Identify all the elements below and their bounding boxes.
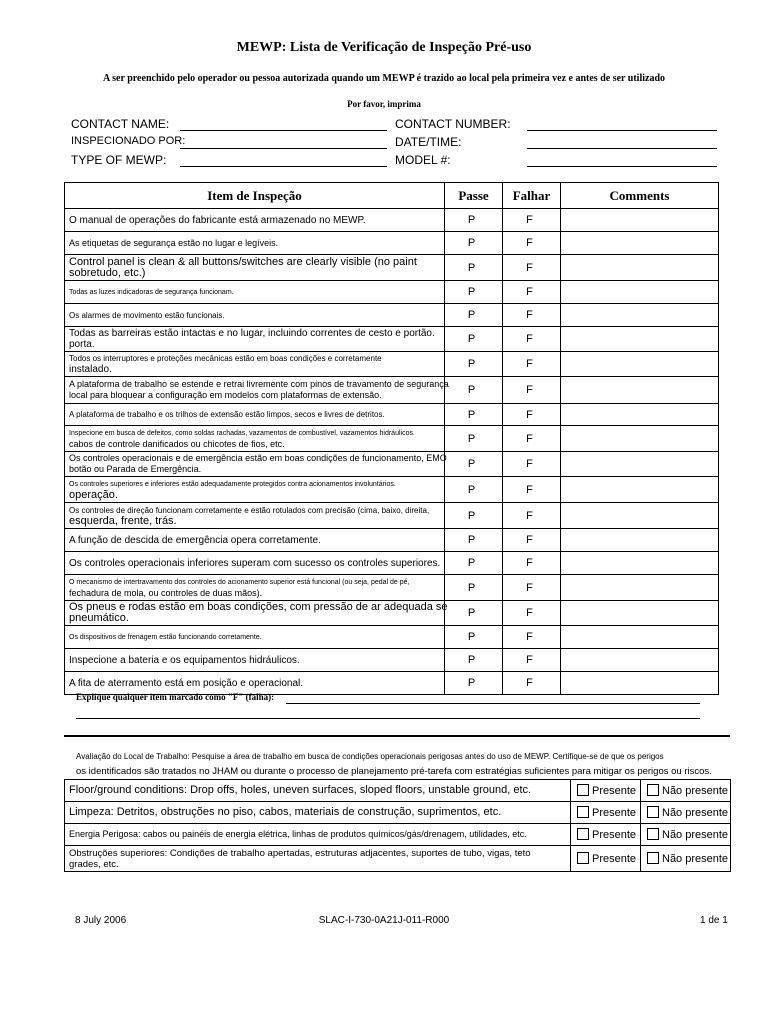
pass-option[interactable]: P [445, 601, 503, 626]
site-hazard-row [65, 802, 731, 824]
explain-line[interactable] [76, 718, 700, 719]
contact-number-label: CONTACT NUMBER: [395, 117, 511, 131]
comment-cell[interactable] [561, 601, 719, 626]
page-subtitle: A ser preenchido pelo operador ou pessoa autorizada quando um MEWP é trazido ao local pela primeira vez e antes de ser utilizado [102, 73, 666, 84]
site-assessment-table [64, 779, 731, 872]
pass-option[interactable]: P [445, 529, 503, 552]
pass-option[interactable]: P [445, 626, 503, 649]
comment-cell[interactable] [561, 503, 719, 529]
footer-page-number: 1 de 1 [700, 915, 728, 926]
pass-option[interactable]: P [445, 209, 503, 232]
present-option[interactable]: Presente [571, 846, 641, 872]
not-present-checkbox[interactable] [647, 806, 659, 818]
fail-option[interactable]: F [503, 404, 561, 426]
checklist-row [65, 477, 719, 503]
contact-name-field[interactable] [180, 130, 387, 131]
pass-option[interactable]: P [445, 649, 503, 672]
type-of-mewp-label: TYPE OF MEWP: [71, 153, 167, 167]
pass-option[interactable]: P [445, 672, 503, 695]
present-checkbox[interactable] [577, 828, 589, 840]
checklist-item-text: Os pneus e rodas estão em boas condições, com pressão de ar adequada se pneumático. [65, 601, 445, 626]
model-field[interactable] [527, 166, 717, 167]
fail-option[interactable]: F [503, 529, 561, 552]
present-option[interactable]: Presente [571, 802, 641, 824]
pass-option[interactable]: P [445, 232, 503, 255]
checklist-row [65, 575, 719, 601]
fail-option[interactable]: F [503, 232, 561, 255]
comment-cell[interactable] [561, 209, 719, 232]
site-hazard-row [65, 846, 731, 872]
comment-cell[interactable] [561, 426, 719, 452]
inspected-by-field[interactable] [180, 148, 387, 149]
checklist-item-text: A plataforma de trabalho e os trilhos de extensão estão limpos, secos e livres de detritos. [65, 404, 445, 426]
comment-cell[interactable] [561, 529, 719, 552]
explain-line[interactable] [286, 703, 700, 704]
checklist-row [65, 529, 719, 552]
fail-option[interactable]: F [503, 255, 561, 281]
checklist-row [65, 626, 719, 649]
checklist-item-text: As etiquetas de segurança estão no lugar e legíveis. [65, 232, 445, 255]
checklist-row [65, 503, 719, 529]
comment-cell[interactable] [561, 626, 719, 649]
pass-option[interactable]: P [445, 352, 503, 377]
site-hazard-row [65, 824, 731, 846]
checklist-item-text: A fita de aterramento está em posição e operacional. [65, 672, 445, 695]
pass-option[interactable]: P [445, 503, 503, 529]
site-hazard-text: Energia Perigosa: cabos ou painéis de energia elétrica, linhas de produtos químicos/gás/drenagem, utilidades, etc. [65, 824, 571, 846]
checklist-item-text: Os alarmes de movimento estão funcionais. [65, 304, 445, 327]
site-assessment-intro-line1: Avaliação do Local de Trabalho: Pesquise a área de trabalho em busca de condições operacionais perigosas antes do uso de MEWP. Certifique-se de que os perigos [76, 752, 664, 761]
pass-option[interactable]: P [445, 404, 503, 426]
comment-cell[interactable] [561, 377, 719, 404]
date-time-field[interactable] [527, 148, 717, 149]
checklist-row [65, 452, 719, 477]
checklist-row [65, 377, 719, 404]
fail-option[interactable]: F [503, 426, 561, 452]
contact-number-field[interactable] [527, 130, 717, 131]
fail-option[interactable]: F [503, 209, 561, 232]
site-hazard-row [65, 780, 731, 802]
checklist-row [65, 281, 719, 304]
comment-cell[interactable] [561, 552, 719, 575]
fail-option[interactable]: F [503, 672, 561, 695]
item-column-header: Item de Inspeção [65, 183, 445, 209]
fail-option[interactable]: F [503, 626, 561, 649]
checklist-item-text: Todas as barreiras estão intactas e no lugar, incluindo correntes de cesto e portão. porta. [65, 327, 445, 352]
checklist-item-text: Control panel is clean & all buttons/switches are clearly visible (no paint sobretudo, etc.) [65, 255, 445, 281]
not-present-checkbox[interactable] [647, 852, 659, 864]
comment-cell[interactable] [561, 404, 719, 426]
fail-option[interactable]: F [503, 575, 561, 601]
inspected-by-label: INSPECIONADO POR: [71, 135, 186, 147]
fail-option[interactable]: F [503, 281, 561, 304]
comment-cell[interactable] [561, 281, 719, 304]
contact-name-label: CONTACT NAME: [71, 117, 170, 131]
not-present-option[interactable]: Não presente [641, 846, 731, 872]
not-present-checkbox[interactable] [647, 828, 659, 840]
checklist-row [65, 426, 719, 452]
fail-option[interactable]: F [503, 304, 561, 327]
checklist-item-text: Inspecione a bateria e os equipamentos hidráulicos. [65, 649, 445, 672]
present-option[interactable]: Presente [571, 780, 641, 802]
comment-cell[interactable] [561, 352, 719, 377]
fail-option[interactable]: F [503, 601, 561, 626]
comments-column-header: Comments [561, 183, 719, 209]
comment-cell[interactable] [561, 477, 719, 503]
checklist-row [65, 209, 719, 232]
comment-cell[interactable] [561, 304, 719, 327]
checklist-item-text: Todos os interruptores e proteções mecânicas estão em boas condições e corretamente instalado. [65, 352, 445, 377]
pass-option[interactable]: P [445, 304, 503, 327]
checklist-item-text: A plataforma de trabalho se estende e retrai livremente com pinos de travamento de segurança local para bloquear a configuração em modelos com plataformas de extensão. [65, 377, 445, 404]
checklist-row [65, 552, 719, 575]
pass-option[interactable]: P [445, 575, 503, 601]
checklist-item-text: Os controles operacionais inferiores superam com sucesso os controles superiores. [65, 552, 445, 575]
checklist-item-text: O manual de operações do fabricante está armazenado no MEWP. [65, 209, 445, 232]
pass-option[interactable]: P [445, 426, 503, 452]
comment-cell[interactable] [561, 232, 719, 255]
checklist-row [65, 232, 719, 255]
pass-option[interactable]: P [445, 281, 503, 304]
pass-column-header: Passe [445, 183, 503, 209]
present-option[interactable]: Presente [571, 824, 641, 846]
site-assessment-intro-line2: os identificados são tratados no JHAM ou durante o processo de planejamento pré-tarefa com estratégias suficientes para mitigar os perigos ou riscos. [76, 766, 712, 777]
checklist-item-text: Os controles superiores e inferiores estão adequadamente protegidos contra acionamentos involuntários. operação. [65, 477, 445, 503]
print-note: Por favor, imprima [347, 99, 421, 109]
checklist-item-text: O mecanismo de intertravamento dos controles do acionamento superior está funcional (ou seja, pedal de pé, fechadura de mola, ou controles de duas mãos). [65, 575, 445, 601]
not-present-option[interactable]: Não presente [641, 824, 731, 846]
checklist-row [65, 304, 719, 327]
fail-option[interactable]: F [503, 503, 561, 529]
not-present-option[interactable]: Não presente [641, 780, 731, 802]
not-present-option[interactable]: Não presente [641, 802, 731, 824]
checklist-header-row [65, 183, 719, 209]
fail-option[interactable]: F [503, 327, 561, 352]
fail-option[interactable]: F [503, 352, 561, 377]
fail-option[interactable]: F [503, 477, 561, 503]
checklist-item-text: Os controles de direção funcionam corretamente e estão rotulados com precisão (cima, baixo, direita, esquerda, frente, trás. [65, 503, 445, 529]
model-label: MODEL #: [395, 153, 451, 167]
present-checkbox[interactable] [577, 784, 589, 796]
fail-option[interactable]: F [503, 452, 561, 477]
fail-option[interactable]: F [503, 649, 561, 672]
date-time-label: DATE/TIME: [395, 135, 462, 149]
not-present-checkbox[interactable] [647, 784, 659, 796]
type-of-mewp-field[interactable] [180, 166, 387, 167]
comment-cell[interactable] [561, 649, 719, 672]
comment-cell[interactable] [561, 452, 719, 477]
checklist-item-text: Os controles operacionais e de emergência estão em boas condições de funcionamento, EMO botão ou Parada de Emergência. [65, 452, 445, 477]
checklist-row [65, 352, 719, 377]
comment-cell[interactable] [561, 255, 719, 281]
checklist-item-text: A função de descida de emergência opera corretamente. [65, 529, 445, 552]
explain-failures-label: Explique qualquer item marcado como "F" (falha): [76, 692, 275, 702]
checklist-row [65, 404, 719, 426]
pass-option[interactable]: P [445, 327, 503, 352]
present-checkbox[interactable] [577, 806, 589, 818]
inspection-checklist-table [64, 182, 719, 695]
checklist-row [65, 601, 719, 626]
checklist-row [65, 649, 719, 672]
pass-option[interactable]: P [445, 477, 503, 503]
section-divider [64, 735, 730, 737]
checklist-row [65, 327, 719, 352]
page-title: MEWP: Lista de Verificação de Inspeção Pré-uso [236, 40, 532, 55]
comment-cell[interactable] [561, 575, 719, 601]
present-checkbox[interactable] [577, 852, 589, 864]
site-hazard-text: Limpeza: Detritos, obstruções no piso, cabos, materiais de construção, suprimentos, etc. [65, 802, 571, 824]
pass-option[interactable]: P [445, 452, 503, 477]
comment-cell[interactable] [561, 672, 719, 695]
comment-cell[interactable] [561, 327, 719, 352]
checklist-item-text: Os dispositivos de frenagem estão funcionando corretamente. [65, 626, 445, 649]
footer-doc-id: SLAC-I-730-0A21J-011-R000 [318, 915, 450, 926]
pass-option[interactable]: P [445, 377, 503, 404]
checklist-item-text: Todas as luzes indicadoras de segurança funcionam. [65, 281, 445, 304]
pass-option[interactable]: P [445, 552, 503, 575]
pass-option[interactable]: P [445, 255, 503, 281]
checklist-row [65, 255, 719, 281]
fail-column-header: Falhar [503, 183, 561, 209]
site-hazard-text: Floor/ground conditions: Drop offs, holes, uneven surfaces, sloped floors, unstable ground, etc. [65, 780, 571, 802]
checklist-item-text: Inspecione em busca de defeitos, como soldas rachadas, vazamentos de combustível, vazamentos hidráulicos. cabos de controle danificados ou chicotes de fios, etc. [65, 426, 445, 452]
footer-date: 8 July 2006 [75, 915, 127, 926]
site-hazard-text: Obstruções superiores: Condições de trabalho apertadas, estruturas adjacentes, suportes de tubo, vigas, teto grades, etc. [65, 846, 571, 872]
fail-option[interactable]: F [503, 377, 561, 404]
fail-option[interactable]: F [503, 552, 561, 575]
